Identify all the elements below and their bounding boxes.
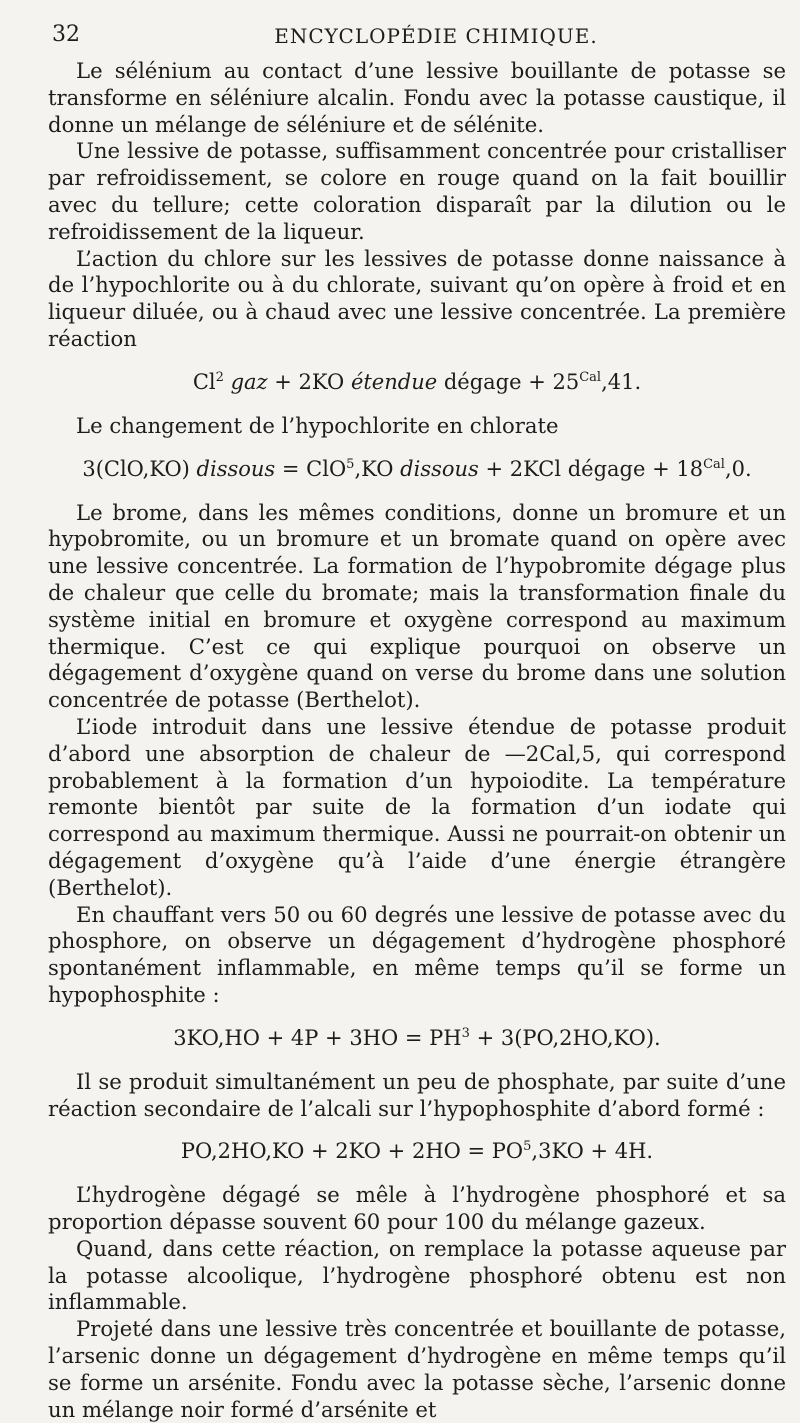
running-title: ENCYCLOPÉDIE CHIMIQUE. bbox=[274, 24, 598, 48]
paragraph-brome: Le brome, dans les mêmes conditions, donne un bromure et un hypobromite, ou un bromure et un bromate quand on opère avec une lessive concentrée. La formation de l’hypobromite dégage plus de chaleur que celle du bromate; mais la transformation finale du système initial en bromure et oxygène correspond au maximum thermique. C’est ce qui explique pourquoi on observe un dégagement d’oxygène quand on verse du brome dans une solution concentrée de potasse (Berthelot). bbox=[48, 499, 786, 713]
equation-phosphate: $PO,2HO,KO + 2KO + 2HO = PO^5,3KO + 4H$. bbox=[180, 1139, 654, 1164]
paragraph-iode: L’iode introduit dans une lessive étendue de potasse produit d’abord une absorption de chaleur de —2Cal,5, qui correspond probablement à la formation d’un hypoiodite. La température remonte bientôt par suite de la formation d’un iodate qui correspond au maximum thermique. Aussi ne pourrait-on obtenir un dégagement d’oxygène qu’à l’aide d’une énergie étrangère (Berthelot). bbox=[48, 713, 786, 900]
paragraph-selenium: Le sélénium au contact d’une lessive bouillante de potasse se transforme en séléniure alcalin. Fondu avec la potasse caustique, il donne un mélange de séléniure et de sélénite. bbox=[48, 58, 786, 137]
paragraph-alcoolique: Quand, dans cette réaction, on remplace la potasse aqueuse par la potasse alcoolique, l’hydrogène phosphoré obtenu est non inflammable. bbox=[48, 1235, 786, 1315]
paragraph-phosphate: Il se produit simultanément un peu de phosphate, par suite d’une réaction secondaire de l’alcali sur l’hypophosphite d’abord formé : bbox=[48, 1068, 786, 1121]
paragraph-changement: Le changement de l’hypochlorite en chlorate bbox=[76, 412, 559, 438]
paragraph-chlore: L’action du chlore sur les lessives de potasse donne naissance à de l’hypochlorite ou à du chlorate, suivant qu’on opère à froid et en liqueur diluée, ou à chaud avec une lessive concentrée. La première réaction bbox=[48, 245, 786, 351]
paragraph-hydrogene: L’hydrogène dégagé se mêle à l’hydrogène phosphoré et sa proportion dépasse souvent 60 pour 100 du mélange gazeux. bbox=[48, 1182, 786, 1235]
paragraph-phosphore: En chauffant vers 50 ou 60 degrés une lessive de potasse avec du phosphore, on observe un dégagement d’hydrogène phosphoré spontanément inflammable, en même temps qu’il se forme un hypophosphite : bbox=[48, 901, 786, 1007]
page-header bbox=[52, 22, 780, 50]
page-number: 32 bbox=[52, 22, 80, 47]
equation-chlore: Cl$^2$ gaz + 2KO étendue dégage + $25^{Cal},41$. bbox=[192, 369, 642, 394]
paragraph-tellure: Une lessive de potasse, suffisamment concentrée pour cristalliser par refroidissement, se colore en rouge quand on la fait bouillir avec du tellure; cette coloration disparaît par la dilution ou le refroidissement de la liqueur. bbox=[48, 138, 786, 244]
body-text bbox=[48, 58, 786, 1423]
paragraph-arsenic: Projeté dans une lessive très concentrée et bouillante de potasse, l’arsenic donne un dégagement d’hydrogène en même temps qu’il se forme un arsénite. Fondu avec la potasse sèche, l’arsenic donne un mélange noir formé d’arsénite et bbox=[48, 1316, 786, 1422]
equation-hypophosphite: $3KO,HO + 4P + 3HO = PH^3 + 3(PO,2HO,KO)$. bbox=[173, 1025, 661, 1050]
equation-chlorate: 3(ClO,KO) dissous = ClO$^5$,KO dissous + 2KCl dégage + $18^{Cal},0$. bbox=[82, 456, 752, 481]
